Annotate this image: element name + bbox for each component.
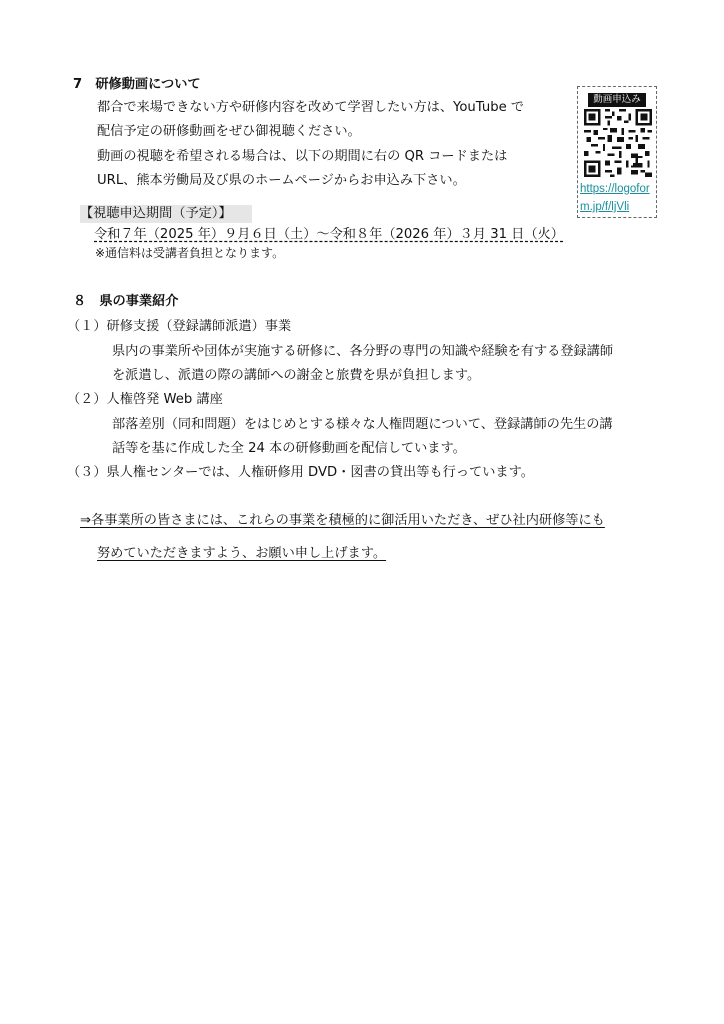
item-2-line-1: 部落差別（同和問題）をはじめとする様々な人権問題について、登録講師の先生の講: [112, 417, 613, 432]
viewing-period-label: 【視聴申込期間（予定）】: [80, 205, 252, 223]
closing-line-1: ⇒各事業所の皆さまには、これらの事業を積極的に御活用いただき、ぜひ社内研修等にも: [80, 513, 605, 528]
viewing-period-dates: 令和７年（2025 年）９月６日（土）～令和８年（2026 年）３月 31 日（火）: [94, 227, 564, 242]
qr-url-link[interactable]: https://logoform.jp/f/ljVli: [580, 183, 650, 213]
item-2-title: （２）人権啓発 Web 講座: [67, 392, 223, 407]
qr-code-icon[interactable]: [584, 109, 652, 177]
item-1-line-2: を派遣し、派遣の際の講師への謝金と旅費を県が負担します。: [112, 368, 481, 383]
section-7-paragraph-line-3: 動画の視聴を希望される場合は、以下の期間に右の QR コードまたは: [97, 149, 508, 164]
item-1-line-1: 県内の事業所や団体が実施する研修に、各分野の専門の知識や経験を有する登録講師: [112, 344, 614, 359]
qr-application-box: [577, 86, 657, 218]
section-7-paragraph-line-4: URL、熊本労働局及び県のホームページからお申込み下さい。: [97, 173, 466, 188]
section-7-paragraph-line-2: 配信予定の研修動画をぜひ御視聴ください。: [97, 124, 361, 139]
closing-line-2: 努めていただきますよう、お願い申し上げます。: [97, 546, 387, 561]
section-8-heading: ８ 県の事業紹介: [73, 294, 179, 309]
item-1-title: （１）研修支援（登録講師派遣）事業: [67, 319, 292, 334]
item-3-title: （３）県人権センターでは、人権研修用 DVD・図書の貸出等も行っています。: [67, 465, 534, 480]
item-2-line-2: 話等を基に作成した全 24 本の研修動画を配信しています。: [112, 441, 466, 456]
fee-note: ※通信料は受講者負担となります。: [95, 246, 285, 260]
section-7-paragraph-line-1: 都合で来場できない方や研修内容を改めて学習したい方は、YouTube で: [97, 100, 525, 115]
section-7-heading: 7 研修動画について: [73, 77, 201, 92]
qr-label: 動画申込み: [588, 93, 646, 107]
